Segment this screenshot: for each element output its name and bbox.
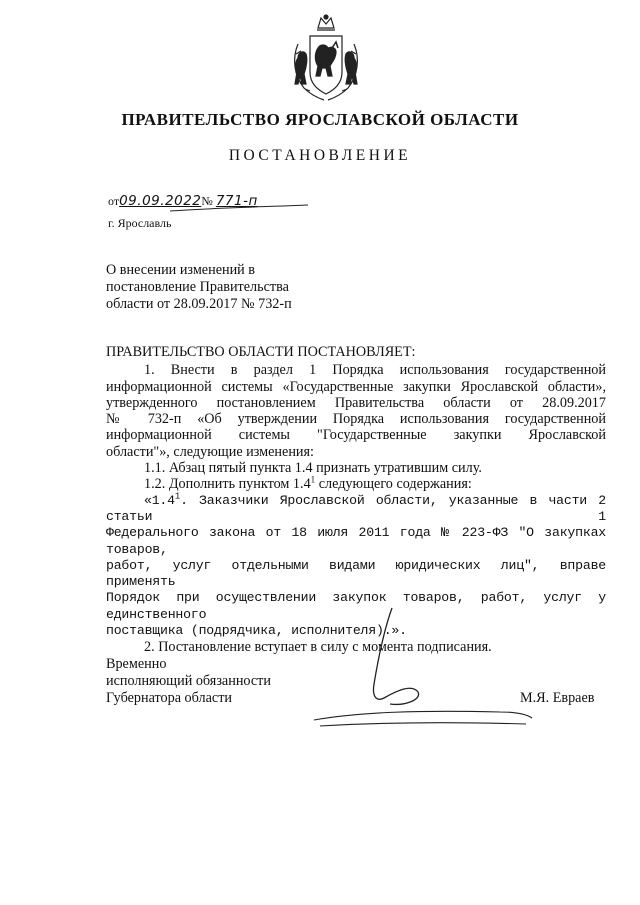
text-fragment: 1.2. Дополнить пунктом 1.4 bbox=[144, 476, 311, 493]
paragraph-1-2 bbox=[106, 476, 606, 492]
superscript: 1 bbox=[174, 491, 181, 502]
text-fragment: «1.4 bbox=[144, 492, 175, 508]
subject-line: постановление Правительства bbox=[106, 279, 289, 295]
text-fragment: следующего содержания: bbox=[315, 476, 472, 493]
date-prefix: от bbox=[108, 194, 120, 208]
coat-of-arms-emblem bbox=[288, 14, 364, 106]
paragraph-1-1: 1.1. Абзац пятый пункта 1.4 признать утратившим силу. bbox=[144, 460, 482, 477]
quote-line: поставщика (подрядчика, исполнителя).». bbox=[106, 623, 407, 639]
quote-line: работ, услуг отдельными видами юридических лиц", вправе применять bbox=[106, 557, 606, 590]
quote-line bbox=[106, 493, 606, 526]
quote-line: Федерального закона от 18 июля 2011 года № 223-ФЗ "О закупках товаров, bbox=[106, 525, 606, 557]
paragraph-2: 2. Постановление вступает в силу с момента подписания. bbox=[144, 639, 492, 656]
signatory-title bbox=[106, 656, 271, 707]
superscript: 1 bbox=[310, 474, 316, 485]
text-fragment: . Заказчики Ярославской области, указанные в части 2 статьи 1 bbox=[106, 492, 606, 524]
resolution-heading: ПРАВИТЕЛЬСТВО ОБЛАСТИ ПОСТАНОВЛЯЕТ: bbox=[106, 344, 416, 360]
subject-line: области от 28.09.2017 № 732-п bbox=[106, 296, 292, 312]
date-underline bbox=[170, 191, 310, 215]
document-subject bbox=[106, 262, 292, 313]
document-date: 09.09.2022 bbox=[119, 193, 202, 209]
paragraph-line: области"», следующие изменения: bbox=[106, 443, 314, 460]
signatory-line: Губернатора области bbox=[106, 690, 232, 706]
paragraph-line: № 732-п «Об утверждении Порядка использования государственной bbox=[106, 411, 606, 428]
paragraph-line: информационной системы "Государственные закупки Ярославской bbox=[106, 427, 606, 444]
paragraph-line: 1. Внести в раздел 1 Порядка использования государственной bbox=[144, 362, 606, 379]
handwritten-signature bbox=[300, 600, 540, 735]
document-type: ПОСТАНОВЛЕНИЕ bbox=[228, 147, 412, 164]
subject-line: О внесении изменений в bbox=[106, 262, 256, 278]
paragraph-line: информационной системы «Государственные закупки Ярославской области», bbox=[106, 378, 606, 395]
city: г. Ярославль bbox=[108, 216, 172, 230]
signatory-line: Временно bbox=[106, 656, 167, 672]
government-title: ПРАВИТЕЛЬСТВО ЯРОСЛАВСКОЙ ОБЛАСТИ bbox=[121, 110, 519, 129]
signatory-name: М.Я. Евраев bbox=[520, 690, 595, 706]
document-number: 771-п bbox=[215, 193, 258, 209]
number-prefix: № bbox=[201, 194, 213, 208]
quote-line: Порядок при осуществлении закупок товаров, работ, услуг у единственного bbox=[106, 590, 606, 622]
paragraph-line: утвержденного постановлением Правительства области от 28.09.2017 bbox=[106, 394, 606, 411]
signatory-line: исполняющий обязанности bbox=[106, 673, 271, 689]
